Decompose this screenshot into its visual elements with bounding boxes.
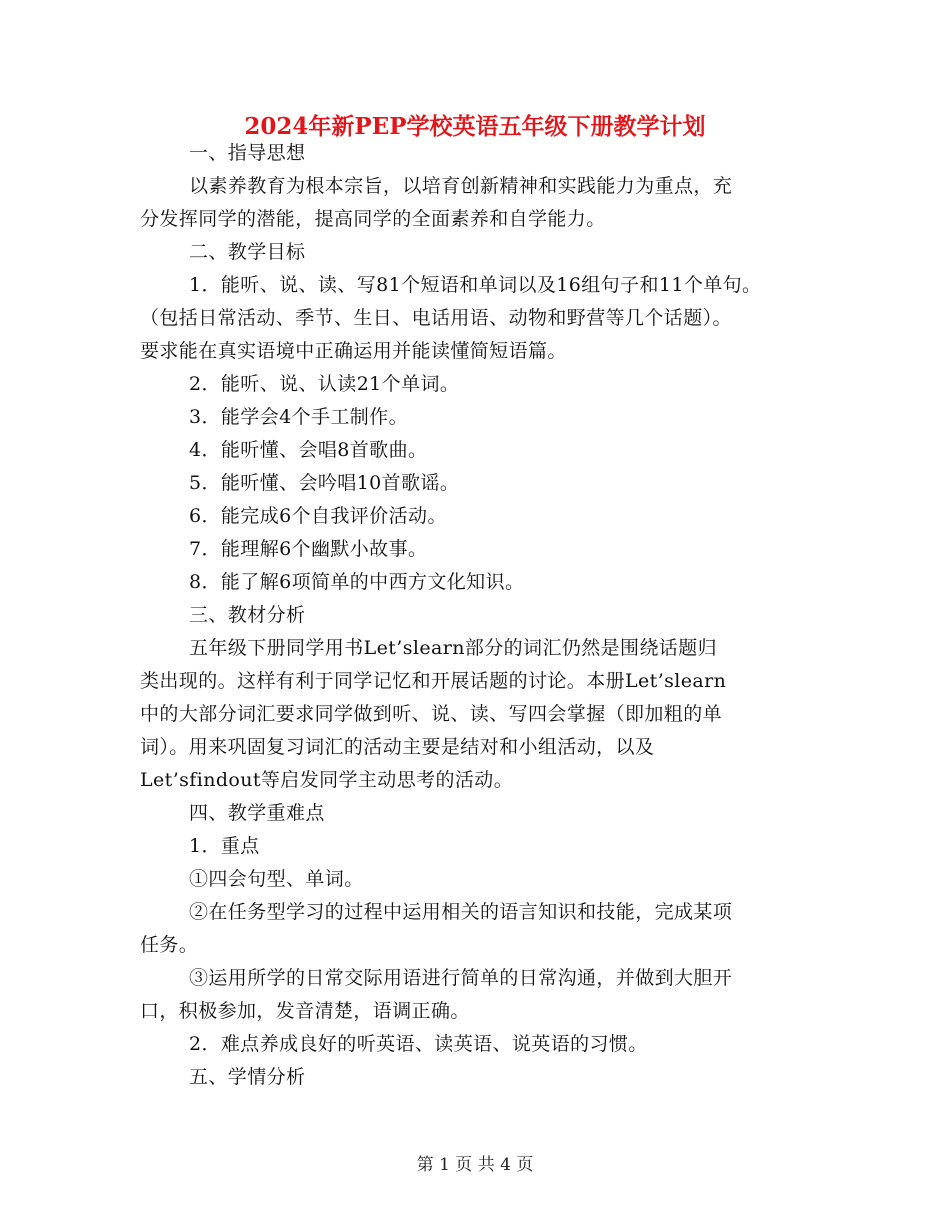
paragraph-line: Let’sfindout等启发同学主动思考的活动。 (140, 769, 514, 791)
paragraph-line: 中的大部分词汇要求同学做到听、说、读、写四会掌握（即加粗的单 (140, 703, 723, 725)
paragraph-line: 2．能听、说、认读21个单词。 (189, 373, 460, 395)
document-title: 2024年新PEP学校英语五年级下册教学计划 (244, 113, 706, 140)
paragraph-line: 8．能了解6项简单的中西方文化知识。 (189, 571, 525, 593)
paragraph-line: 五年级下册同学用书Let’slearn部分的词汇仍然是围绕话题归 (189, 637, 718, 659)
paragraph-line: 一、指导思想 (189, 142, 306, 164)
paragraph-line: 类出现的。这样有利于同学记忆和开展话题的讨论。本册Let’slearn (140, 670, 727, 692)
paragraph-line: 5．能听懂、会吟唱10首歌谣。 (189, 472, 460, 494)
paragraph-line: （包括日常活动、季节、生日、电话用语、动物和野营等几个话题）。 (140, 307, 732, 329)
paragraph-line: ①四会句型、单词。 (189, 868, 364, 890)
paragraph-line: 分发挥同学的潜能，提高同学的全面素养和自学能力。 (140, 208, 606, 230)
document-body (140, 137, 820, 1094)
paragraph-line: 1．能听、说、读、写81个短语和单词以及16组句子和11个单句。 (189, 274, 762, 296)
paragraph-line: 任务。 (140, 934, 199, 956)
paragraph-line: 6．能完成6个自我评价活动。 (189, 505, 447, 527)
paragraph-line: ③运用所学的日常交际用语进行简单的日常沟通，并做到大胆开 (189, 967, 733, 989)
paragraph-line: ②在任务型学习的过程中运用相关的语言知识和技能，完成某项 (189, 901, 733, 923)
paragraph-line: 四、教学重难点 (189, 802, 325, 824)
paragraph-line: 五、学情分析 (189, 1066, 306, 1088)
paragraph-line: 3．能学会4个手工制作。 (189, 406, 408, 428)
paragraph-line: 口，积极参加，发音清楚，语调正确。 (140, 1000, 470, 1022)
paragraph-line: 三、教材分析 (189, 604, 306, 626)
paragraph-line: 要求能在真实语境中正确运用并能读懂简短语篇。 (140, 340, 567, 362)
paragraph-line: 以素养教育为根本宗旨，以培育创新精神和实践能力为重点，充 (189, 175, 733, 197)
paragraph-line: 1．重点 (189, 835, 260, 857)
paragraph-line: 7．能理解6个幽默小故事。 (189, 538, 428, 560)
page-footer: 第 1 页 共 4 页 (416, 1155, 534, 1175)
paragraph-line: 2．难点养成良好的听英语、读英语、说英语的习惯。 (189, 1033, 648, 1055)
paragraph-line: 4．能听懂、会唱8首歌曲。 (189, 439, 428, 461)
paragraph-line: 二、教学目标 (189, 241, 306, 263)
paragraph-line: 词）。用来巩固复习词汇的活动主要是结对和小组活动，以及 (140, 736, 655, 758)
